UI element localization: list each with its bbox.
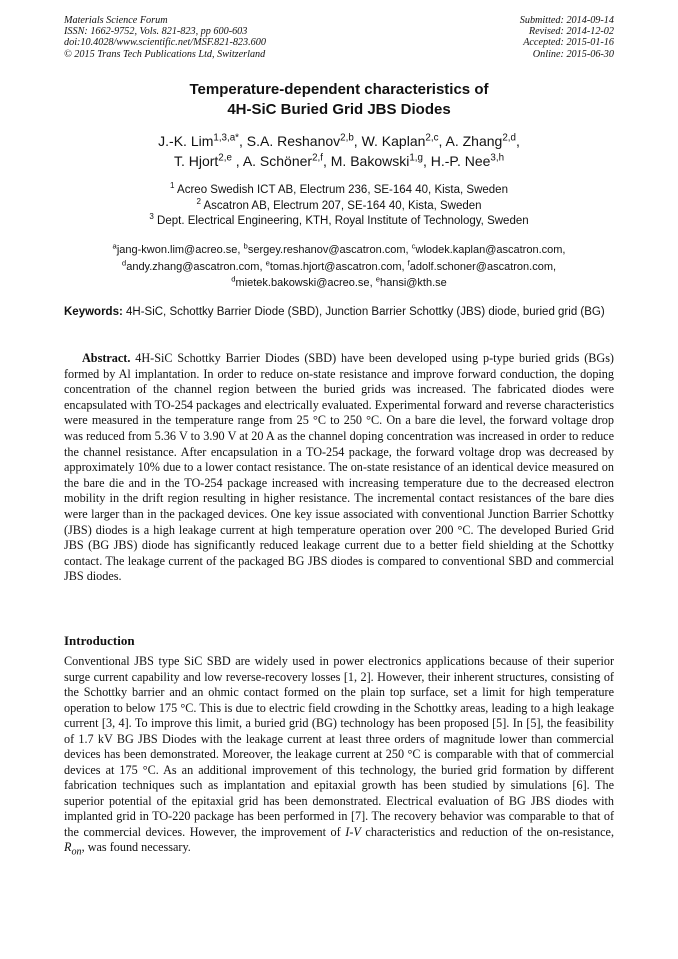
email-mark: d bbox=[121, 257, 127, 267]
author-sep: , bbox=[422, 153, 431, 169]
email-sep: , bbox=[553, 260, 557, 273]
introduction-paragraph bbox=[64, 654, 614, 860]
ron-base: R bbox=[64, 840, 72, 854]
author-name: M. Bakowski bbox=[330, 153, 410, 169]
author-affil-mark: 3,h bbox=[490, 152, 505, 164]
affiliations bbox=[64, 183, 614, 230]
journal-info bbox=[64, 15, 266, 60]
email-address: adolf.schoner@ascatron.com bbox=[409, 260, 553, 273]
email-line bbox=[64, 275, 614, 292]
author-affil-mark: 2,f bbox=[312, 152, 323, 164]
title-line: 4H-SiC Buried Grid JBS Diodes bbox=[227, 101, 451, 118]
email-sep: , bbox=[237, 244, 244, 256]
submission-dates bbox=[520, 15, 614, 60]
affiliation bbox=[64, 214, 614, 230]
intro-text: Conventional JBS type SiC SBD are widely used in power electronics applications because of their superior surge current capability and low reverse-recovery losses [1, 2]. However, their inherent structures, consisting of the Schottky barrier and an ohmic contact formed on the plain top surface, set a limit for high temperature operation to below 175 °C. This is due to electric field crowding in the Schottky areas, leading to a high leakage current [3, 4]. To improve this limit, a buried grid (BG) technology has been proposed [5]. In [5], the feasibility of 1.7 kV BG JBS Diodes with the leakage current at least three orders of magnitude lower than commercial devices has been demonstrated. Moreover, the leakage current at 250 °C is comparable with that of commercial devices at 175 °C. As an additional improvement of this technology, the buried grid formation by different fabrication techniques such as implantation and epitaxial growth has been studied by simulations [6]. The superior potential of the epitaxial grid has been demonstrated. Electrical evaluation of BG JBS diodes with implanted grid in TO-220 package has been performed in [7]. The recovery behavior was comparable to that of the commercial devices. However, the improvement of bbox=[64, 654, 614, 839]
author-sep: , bbox=[239, 133, 247, 149]
affiliation-number: 2 bbox=[196, 196, 201, 206]
author-sep: , bbox=[515, 133, 520, 149]
affiliation-number: 3 bbox=[149, 212, 154, 222]
author-affil-mark: 1,3,a* bbox=[213, 132, 239, 144]
author-name: A. Schöner bbox=[242, 153, 313, 169]
author-name: J.-K. Lim bbox=[158, 133, 214, 149]
author-affil-mark: 2,d bbox=[502, 132, 516, 144]
abstract-label: Abstract. bbox=[82, 351, 131, 365]
affiliation-text: Ascatron AB, Electrum 207, SE-164 40, Kista, Sweden bbox=[200, 199, 482, 212]
author-name: T. Hjort bbox=[173, 153, 219, 169]
author-line bbox=[64, 151, 614, 171]
affiliation-text: Acreo Swedish ICT AB, Electrum 236, SE-164 40, Kista, Sweden bbox=[174, 184, 508, 196]
email-sep: , bbox=[401, 260, 408, 273]
author-sep: , bbox=[353, 133, 362, 149]
email-address: wlodek.kaplan@ascatron.com bbox=[415, 244, 563, 256]
email-mark: c bbox=[411, 241, 416, 251]
email-sep: , bbox=[405, 244, 412, 256]
email-mark: e bbox=[265, 257, 270, 267]
email-sep: , bbox=[369, 277, 376, 289]
email-mark: a bbox=[112, 241, 117, 251]
email-line bbox=[64, 259, 614, 276]
email-mark: e bbox=[375, 274, 380, 284]
keywords-label: Keywords: bbox=[64, 306, 123, 318]
intro-text: characteristics and reduction of the on-resistance, bbox=[360, 824, 614, 839]
email-address: sergey.reshanov@ascatron.com bbox=[247, 244, 406, 256]
intro-iv-term: I-V bbox=[345, 824, 361, 839]
journal-doi: doi:10.4028/www.scientific.net/MSF.821-823.600 bbox=[64, 37, 266, 49]
journal-issn: ISSN: 1662-9752, Vols. 821-823, pp 600-603 bbox=[64, 26, 248, 38]
author-affil-mark: 2,b bbox=[340, 132, 354, 144]
intro-text: , was found necessary. bbox=[81, 840, 191, 854]
affiliation bbox=[64, 196, 614, 215]
author-sep: , bbox=[438, 133, 446, 149]
author-sep: , bbox=[231, 153, 243, 169]
section-heading-introduction: Introduction bbox=[64, 633, 135, 648]
affiliation-text: Dept. Electrical Engineering, KTH, Royal Institute of Technology, Sweden bbox=[153, 215, 529, 227]
paper-title bbox=[64, 80, 614, 120]
abstract bbox=[64, 351, 614, 585]
author-name: A. Zhang bbox=[445, 133, 503, 149]
title-line: Temperature-dependent characteristics of bbox=[189, 81, 489, 98]
email-line bbox=[64, 242, 614, 259]
journal-header bbox=[64, 15, 614, 60]
abstract-text: 4H-SiC Schottky Barrier Diodes (SBD) have been developed using p-type buried grids (BGs) formed by Al implantation. In order to reduce on-state resistance and improve forward conduction, the doping concentration of the channel region between the buried grids was increased. The fabricated diodes were encapsulated with TO-254 packages and electrically evaluated. Experimental forward and reverse characteristics were measured in the temperature range from 25 °C to 250 °C. On a bare die level, the forward voltage drop was reduced from 5.36 V to 3.90 V at 20 A as the channel doping concentration was increased in order to reduce the channel resistance. After encapsulation in a TO-254 package, the forward voltage drop was decreased by approximately 10% due to a lower contact resistance. The on-state resistance of an identical device measured on the bare die and in the TO-254 package increased with increasing temperature due to the decreased electron mobility in the drift region resulting in higher resistance. The incremental contact resistances of the bare dies were larger than in the packaged devices. One key issue associated with conventional Junction Barrier Schottky (JBS) diodes is a high leakage current at high temperature operation over 200 °C. The developed Buried Grid JBS (BG JBS) diode has significantly reduced leakage current due to a better field shielding at the Schottky contact. The leakage current of the packaged BG JBS diodes is compared to conventional SBD and commercial JBS diodes. bbox=[64, 351, 614, 584]
author-name: H.-P. Nee bbox=[430, 153, 491, 169]
date-accepted: Accepted: 2015-01-16 bbox=[523, 37, 614, 49]
author-line bbox=[64, 131, 614, 151]
affiliation-number: 1 bbox=[170, 181, 175, 191]
ron-subscript: on bbox=[71, 846, 82, 858]
author-name: W. Kaplan bbox=[361, 133, 426, 149]
author-emails bbox=[64, 242, 614, 292]
affiliation bbox=[64, 183, 614, 199]
author-name: S.A. Reshanov bbox=[246, 133, 341, 149]
email-mark: f bbox=[407, 257, 410, 267]
email-sep: , bbox=[562, 244, 566, 256]
date-revised: Revised: 2014-12-02 bbox=[528, 26, 614, 38]
author-affil-mark: 2,e bbox=[218, 152, 232, 164]
email-mark: d bbox=[231, 274, 236, 284]
keywords-text: 4H-SiC, Schottky Barrier Diode (SBD), Junction Barrier Schottky (JBS) diode, buried grid (BG) bbox=[122, 306, 605, 318]
keywords bbox=[64, 305, 614, 320]
email-address: jang-kwon.lim@acreo.se bbox=[116, 244, 238, 256]
journal-copyright: © 2015 Trans Tech Publications Ltd, Switzerland bbox=[64, 48, 266, 60]
intro-ron-term bbox=[64, 840, 82, 858]
email-address: tomas.hjort@ascatron.com bbox=[269, 260, 402, 273]
date-submitted: Submitted: 2014-09-14 bbox=[519, 15, 614, 26]
email-mark: b bbox=[243, 241, 248, 251]
email-address: mietek.bakowski@acreo.se bbox=[235, 277, 370, 289]
email-address: andy.zhang@ascatron.com bbox=[126, 260, 260, 273]
author-sep: , bbox=[322, 153, 331, 169]
date-online: Online: 2015-06-30 bbox=[532, 48, 614, 60]
author-affil-mark: 1,g bbox=[409, 152, 423, 164]
journal-name: Materials Science Forum bbox=[64, 15, 168, 26]
email-address: hansi@kth.se bbox=[379, 277, 447, 289]
author-affil-mark: 2,c bbox=[425, 132, 439, 144]
author-list bbox=[64, 131, 614, 171]
email-sep: , bbox=[259, 260, 266, 273]
